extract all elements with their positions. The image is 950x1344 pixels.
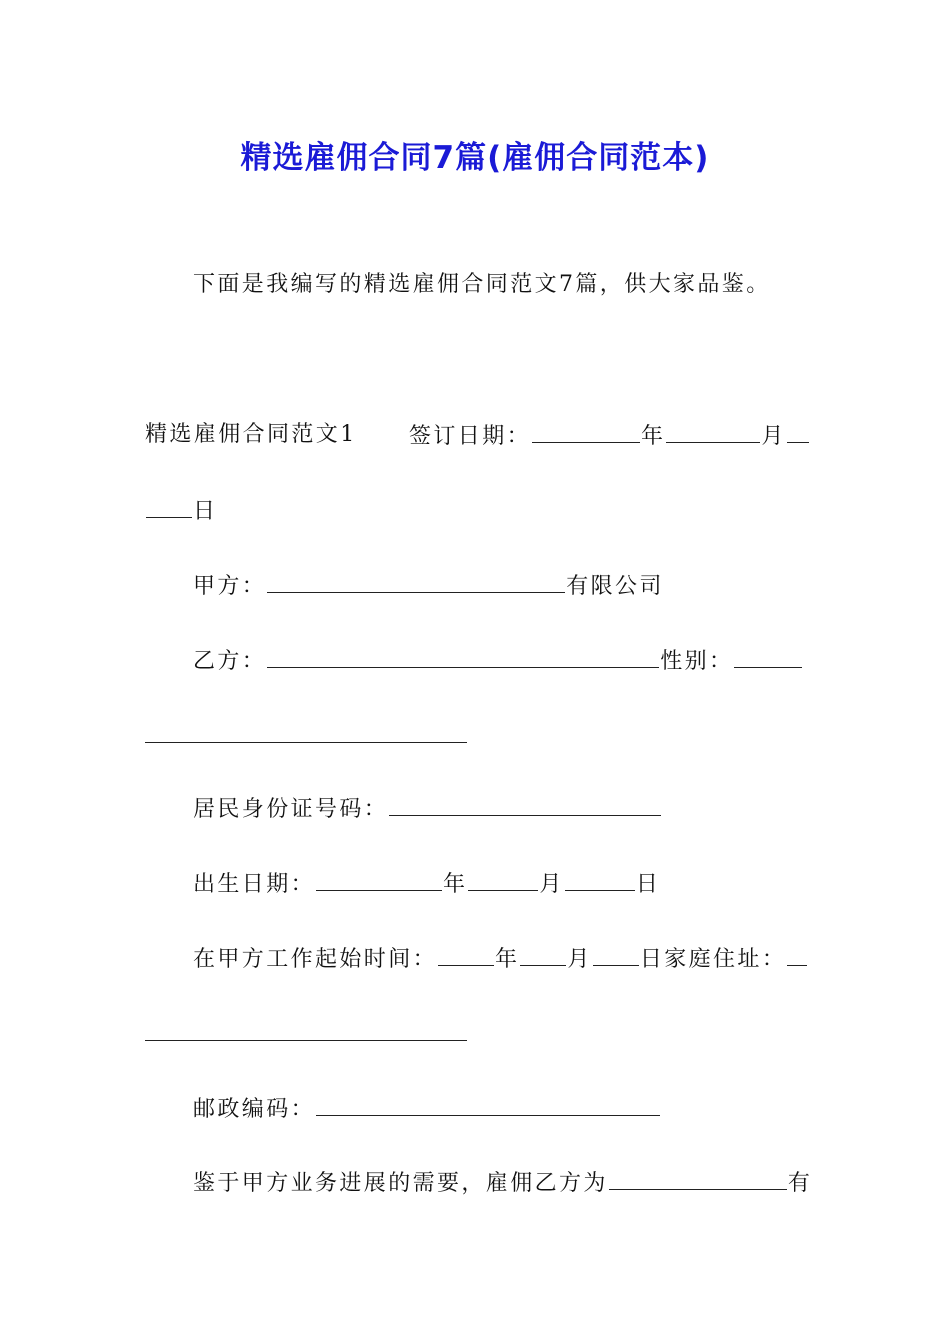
- hire-line: [193, 1167, 812, 1199]
- gender-field-b[interactable]: [145, 742, 467, 743]
- intro-paragraph: [193, 270, 771, 300]
- sign-day-field-a[interactable]: [787, 420, 809, 443]
- address-label: 家庭住址：: [664, 947, 787, 972]
- intro-text: 下面是我编写的精选雇佣合同范文7篇，供大家品鉴。: [193, 272, 771, 297]
- section-heading: 精选雇佣合同范文1: [145, 422, 357, 447]
- birth-month-label: 月: [539, 872, 564, 897]
- id-line: [193, 793, 662, 825]
- gender-label: 性别：: [660, 649, 734, 674]
- start-month-label: 月: [567, 947, 592, 972]
- address-field-a[interactable]: [787, 943, 807, 966]
- sign-date-label: 签订日期：: [409, 424, 532, 449]
- gender-field-a[interactable]: [734, 645, 802, 668]
- sign-year-field[interactable]: [532, 420, 640, 443]
- party-b-field[interactable]: [267, 645, 659, 668]
- birth-year-label: 年: [443, 872, 468, 897]
- hire-text: 鉴于甲方业务进展的需要，雇佣乙方为: [193, 1171, 608, 1196]
- sign-day-field-b[interactable]: [146, 495, 192, 518]
- start-day-field[interactable]: [593, 943, 639, 966]
- postcode-field[interactable]: [316, 1093, 660, 1116]
- start-month-field[interactable]: [520, 943, 566, 966]
- page-title: 精选雇佣合同7篇(雇佣合同范本): [240, 140, 710, 176]
- party-a-line: [193, 570, 664, 602]
- postcode-line: [193, 1093, 661, 1125]
- start-year-label: 年: [495, 947, 520, 972]
- birth-label: 出生日期：: [193, 872, 316, 897]
- year-label: 年: [641, 424, 666, 449]
- month-label: 月: [761, 424, 786, 449]
- birth-month-field[interactable]: [468, 868, 538, 891]
- sign-date-line: [409, 420, 810, 452]
- birth-day-field[interactable]: [565, 868, 635, 891]
- start-label: 在甲方工作起始时间：: [193, 947, 438, 972]
- party-a-label: 甲方：: [193, 574, 267, 599]
- start-day-label: 日: [639, 947, 665, 972]
- hire-suffix: 有: [787, 1171, 813, 1196]
- party-a-suffix: 有限公司: [566, 574, 664, 599]
- party-a-field[interactable]: [267, 570, 565, 593]
- sign-day-line: [145, 495, 217, 527]
- party-b-line: [193, 645, 803, 677]
- birth-line: [193, 868, 660, 900]
- sign-month-field[interactable]: [666, 420, 760, 443]
- birth-year-field[interactable]: [316, 868, 442, 891]
- start-line: [193, 943, 808, 975]
- start-year-field[interactable]: [438, 943, 494, 966]
- id-field[interactable]: [389, 793, 661, 816]
- day-label: 日: [193, 499, 218, 524]
- birth-day-label: 日: [635, 872, 661, 897]
- section-heading-line: [145, 420, 357, 450]
- address-field-b[interactable]: [145, 1040, 467, 1041]
- postcode-label: 邮政编码：: [193, 1097, 316, 1122]
- hire-field[interactable]: [609, 1167, 787, 1190]
- id-label: 居民身份证号码：: [193, 797, 389, 822]
- party-b-label: 乙方：: [193, 649, 267, 674]
